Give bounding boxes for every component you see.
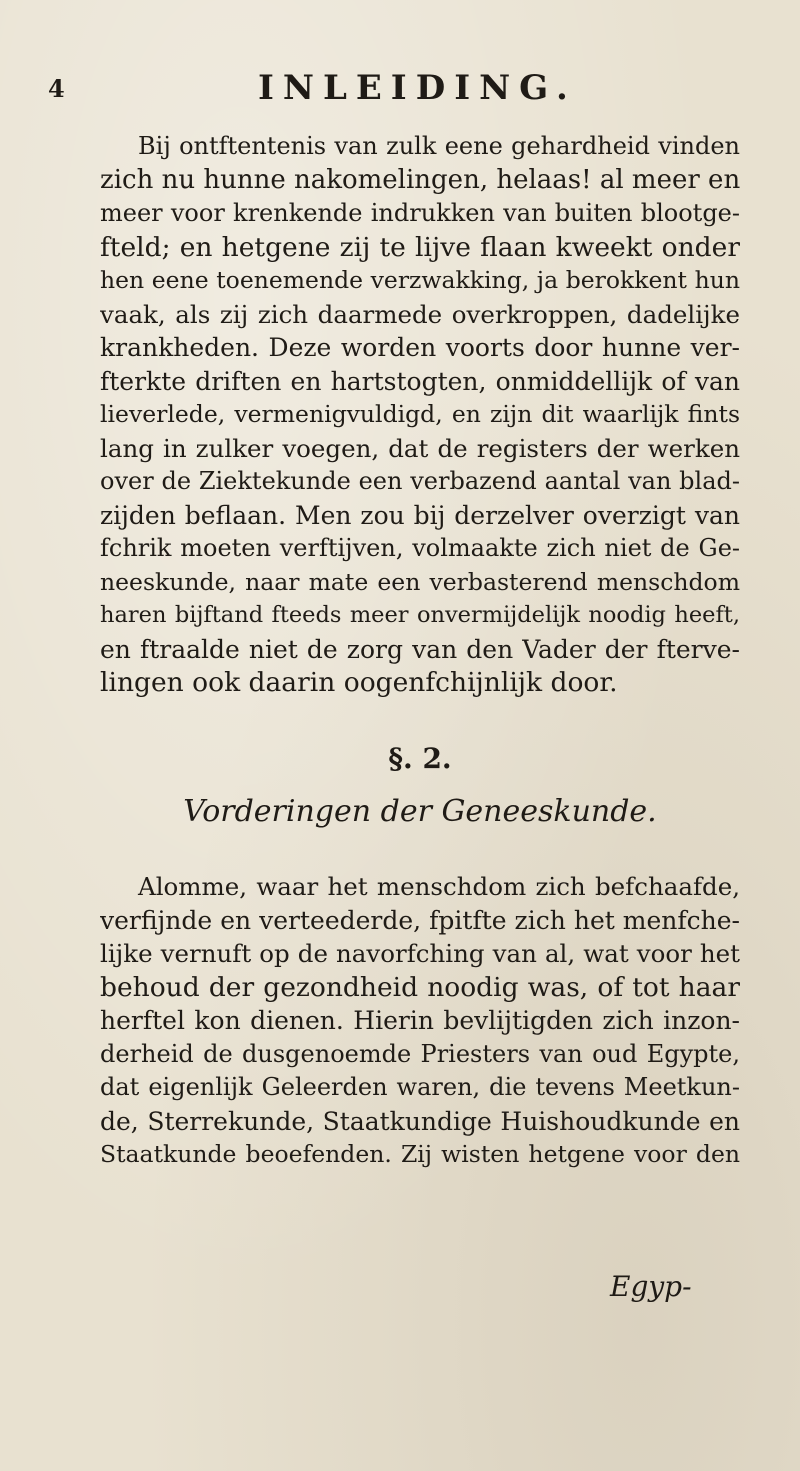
text-line: Alomme, waar het menschdom zich befchaafde, [138,872,740,901]
text-line: vaak, als zij zich daarmede overkroppen, dadelijke [100,299,740,329]
text-line: neeskunde, naar mate een verbasterend menschdom [100,567,740,596]
text-line: Bij ontftentenis van zulk eene gehardheid vinden [138,132,740,160]
text-line: en ftraalde niet de zorg van den Vader der fterve- [100,634,740,664]
text-line: behoud der gezondheid noodig was, of tot haar [100,971,740,1003]
text-line: fteld; en hetgene zij te lijve flaan kweekt onder [100,231,740,263]
page-header [40,62,680,108]
text-line: lieverlede, vermenigvuldigd, en zijn dit waarlijk fints [100,400,740,428]
text-line: verfijnde en verteederde, fpitfte zich het menfche- [100,905,740,935]
catchword: Egyp- [610,1270,692,1303]
text-line: derheid de dusgenoemde Priesters van oud Egypte, [100,1039,740,1068]
page-number: 4 [48,74,65,103]
text-line: herftel kon dienen. Hierin bevlijtigden zich inzon- [100,1006,740,1035]
text-line: lingen ook daarin oogenfchijnlijk door. [100,667,618,698]
text-line: lang in zulker voegen, dat de registers der werken [100,433,740,463]
text-line: fterkte driften en hartstogten, onmiddellijk of van [100,366,740,396]
text-line: krankheden. Deze worden voorts door hunne ver- [100,333,740,362]
text-line: hen eene toenemende verzwakking, ja berokkent hun [100,266,740,294]
section-number: §. 2. [388,742,452,775]
text-line: haren bijftand fteeds meer onvermijdelijk noodig heeft, [100,602,740,628]
section-title: Vorderingen der Geneeskunde. [183,794,657,829]
text-line: dat eigenlijk Geleerden waren, die tevens Meetkun- [100,1073,740,1101]
paragraph-1 [100,130,740,700]
paragraph-2 [100,870,740,1172]
running-head: INLEIDING. [258,68,577,108]
text-line: fchrik moeten verftijven, volmaakte zich niet de Ge- [100,534,740,562]
text-line: de, Sterrekunde, Staatkundige Huishoudkunde en [100,1106,740,1136]
text-line: zich nu hunne nakomelingen, helaas! al meer en [100,164,740,195]
text-line: Staatkunde beoefenden. Zij wisten hetgene voor den [100,1140,740,1168]
text-line: lijke vernuft op de navorfching van al, wat voor het [100,939,740,968]
text-line: over de Ziektekunde een verbazend aantal van blad- [100,467,740,495]
text-line: zijden beflaan. Men zou bij derzelver overzigt van [100,500,740,530]
text-line: meer voor krenkende indrukken van buiten blootge- [100,199,740,227]
